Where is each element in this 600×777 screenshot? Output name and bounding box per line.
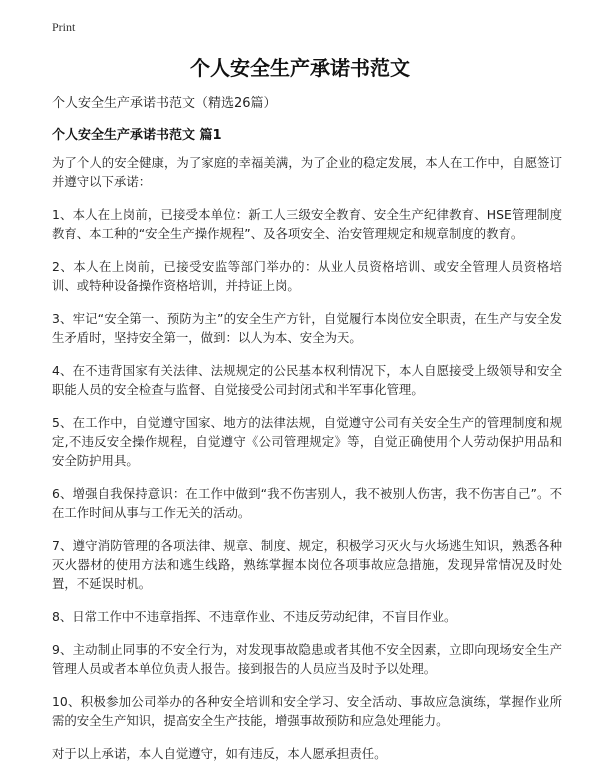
subtitle: 个人安全生产承诺书范文（精选26篇） [52,96,277,111]
page-title: 个人安全生产承诺书范文 [190,56,410,80]
paragraph-item-7: 7、遵守消防管理的各项法律、规章、制度、规定，积极学习灭火与火场逃生知识，熟悉各种灭火器材的使用方法和逃生线路，熟练掌握本岗位各项事故应急措施，发现异常情况及时处置，不延误时机。 [52,538,562,591]
paragraph-intro: 为了个人的安全健康，为了家庭的幸福美满，为了企业的稳定发展，本人在工作中，自愿签订并遵守以下承诺： [52,155,562,189]
paragraph-item-1: 1、本人在上岗前，已接受本单位：新工人三级安全教育、安全生产纪律教育、HSE管理制度教育、本工种的“安全生产操作规程”、及各项安全、治安管理规定和规章制度的教育。 [52,207,562,241]
paragraph-item-9: 9、主动制止同事的不安全行为，对发现事故隐患或者其他不安全因素，立即向现场安全生产管理人员或者本单位负责人报告。接到报告的人员应当及时予以处理。 [52,642,562,676]
paragraph-item-8: 8、日常工作中不违章指挥、不违章作业、不违反劳动纪律，不盲目作业。 [52,609,457,624]
document-body [52,153,562,777]
paragraph-closing: 对于以上承诺，本人自觉遵守，如有违反，本人愿承担责任。 [52,746,387,761]
paragraph-item-4: 4、在不违背国家有关法律、法规规定的公民基本权利情况下，本人自愿接受上级领导和安全职能人员的安全检查与监督、自觉接受公司封闭式和半军事化管理。 [52,363,562,397]
paragraph-item-5: 5、在工作中，自觉遵守国家、地方的法律法规，自觉遵守公司有关安全生产的管理制度和规定,不违反安全操作规程，自觉遵守《公司管理规定》等，自觉正确使用个人劳动保护用品和安全防护用具。 [52,415,562,468]
paragraph-item-2: 2、本人在上岗前，已接受安监等部门举办的：从业人员资格培训、或安全管理人员资格培训、或特种设备操作资格培训，并持证上岗。 [52,259,562,293]
paragraph-item-10: 10、积极参加公司举办的各种安全培训和安全学习、安全活动、事故应急演练，掌握作业所需的安全生产知识，提高安全生产技能，增强事故预防和应急处理能力。 [52,694,562,728]
section-heading: 个人安全生产承诺书范文 篇1 [52,128,222,143]
paragraph-item-6: 6、增强自我保持意识：在工作中做到“我不伤害别人，我不被别人伤害，我不伤害自己”。不在工作时间从事与工作无关的活动。 [52,486,562,520]
print-label[interactable]: Print [52,20,76,34]
paragraph-item-3: 3、牢记“安全第一、预防为主”的安全生产方针，自觉履行本岗位安全职责，在生产与安全发生矛盾时，坚持安全第一，做到：以人为本、安全为天。 [52,311,562,345]
